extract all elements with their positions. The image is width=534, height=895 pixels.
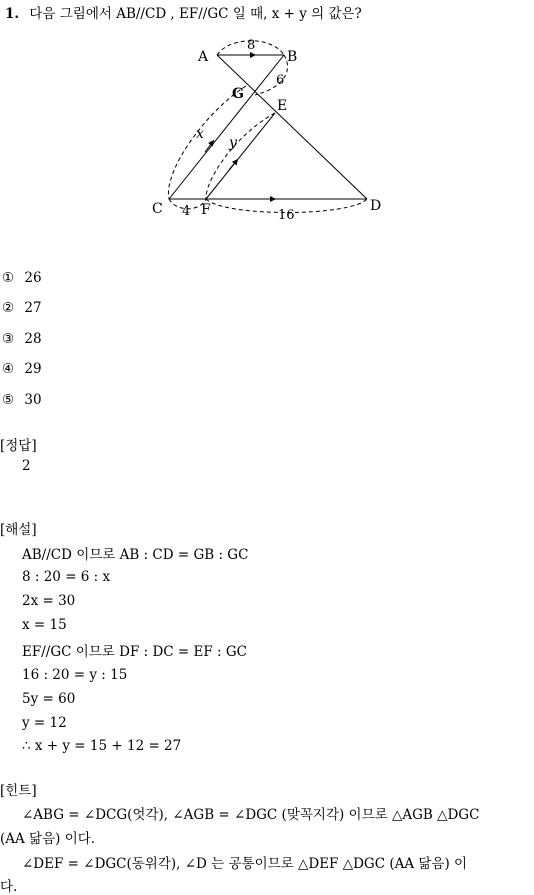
label-d: D <box>370 198 382 214</box>
label-f: F <box>201 202 211 218</box>
arrow-gc <box>205 140 214 152</box>
segment-bc <box>169 55 284 199</box>
choice-marker: ③ <box>2 331 15 347</box>
choice-marker: ② <box>2 300 15 316</box>
label-b: B <box>287 49 298 65</box>
arrow-ef <box>229 159 238 170</box>
hint-line-4: 다. <box>0 879 18 895</box>
segment-ef <box>206 113 275 199</box>
solution-line-3: 2x = 30 <box>22 593 76 609</box>
choice-value: 26 <box>24 270 42 286</box>
choice-5[interactable] <box>2 392 42 408</box>
choice-3[interactable] <box>2 331 42 347</box>
hint-heading: [힌트] <box>0 783 37 799</box>
question-number: 1. <box>5 6 20 22</box>
length-y: y <box>229 135 237 151</box>
answer-heading: [정답] <box>0 438 37 454</box>
label-c: C <box>152 201 163 217</box>
length-cf: 4 <box>182 204 191 219</box>
choice-value: 28 <box>24 331 42 347</box>
solution-line-8: y = 12 <box>22 715 67 731</box>
length-x: x <box>196 126 204 142</box>
solution-line-9: ∴ x + y = 15 + 12 = 27 <box>22 738 182 754</box>
hint-line-2: (AA 닮음) 이다. <box>0 831 96 847</box>
choice-value: 27 <box>24 300 42 316</box>
geometry-figure <box>150 30 390 230</box>
solution-line-4: x = 15 <box>22 617 67 633</box>
solution-heading: [해설] <box>0 522 37 538</box>
solution-line-5: EF//GC 이므로 DF : DC = EF : GC <box>22 644 247 660</box>
label-e: E <box>277 98 288 114</box>
solution-line-6: 16 : 20 = y : 15 <box>22 667 128 683</box>
choice-value: 29 <box>24 361 42 377</box>
length-fd: 16 <box>278 208 295 223</box>
choice-value: 30 <box>24 392 42 408</box>
label-g: G <box>232 86 244 102</box>
question-text: 다음 그림에서 AB//CD , EF//GC 일 때, x + y 의 값은? <box>29 6 362 22</box>
length-gb: 6 <box>276 73 285 88</box>
solution-line-7: 5y = 60 <box>22 691 76 707</box>
solution-line-1: AB//CD 이므로 AB : CD = GB : GC <box>22 547 249 563</box>
hint-line-3: ∠DEF = ∠DGC(동위각), ∠D 는 공통이므로 △DEF △DGC (AA 닮음) 이 <box>22 856 468 872</box>
choice-4[interactable] <box>2 361 42 377</box>
question <box>5 2 362 22</box>
choice-marker: ⑤ <box>2 392 15 408</box>
answer-value: 2 <box>22 458 31 474</box>
choice-marker: ① <box>2 270 15 286</box>
length-ab: 8 <box>247 38 256 53</box>
choice-2[interactable] <box>2 300 42 316</box>
segment-ad <box>217 55 367 199</box>
label-a: A <box>198 49 209 65</box>
solution-line-2: 8 : 20 = 6 : x <box>22 569 111 585</box>
choice-marker: ④ <box>2 361 15 377</box>
choice-1[interactable] <box>2 270 42 286</box>
hint-line-1: ∠ABG = ∠DCG(엇각), ∠AGB = ∠DGC (맞꼭지각) 이므로 △AGB △DGC <box>22 807 480 823</box>
